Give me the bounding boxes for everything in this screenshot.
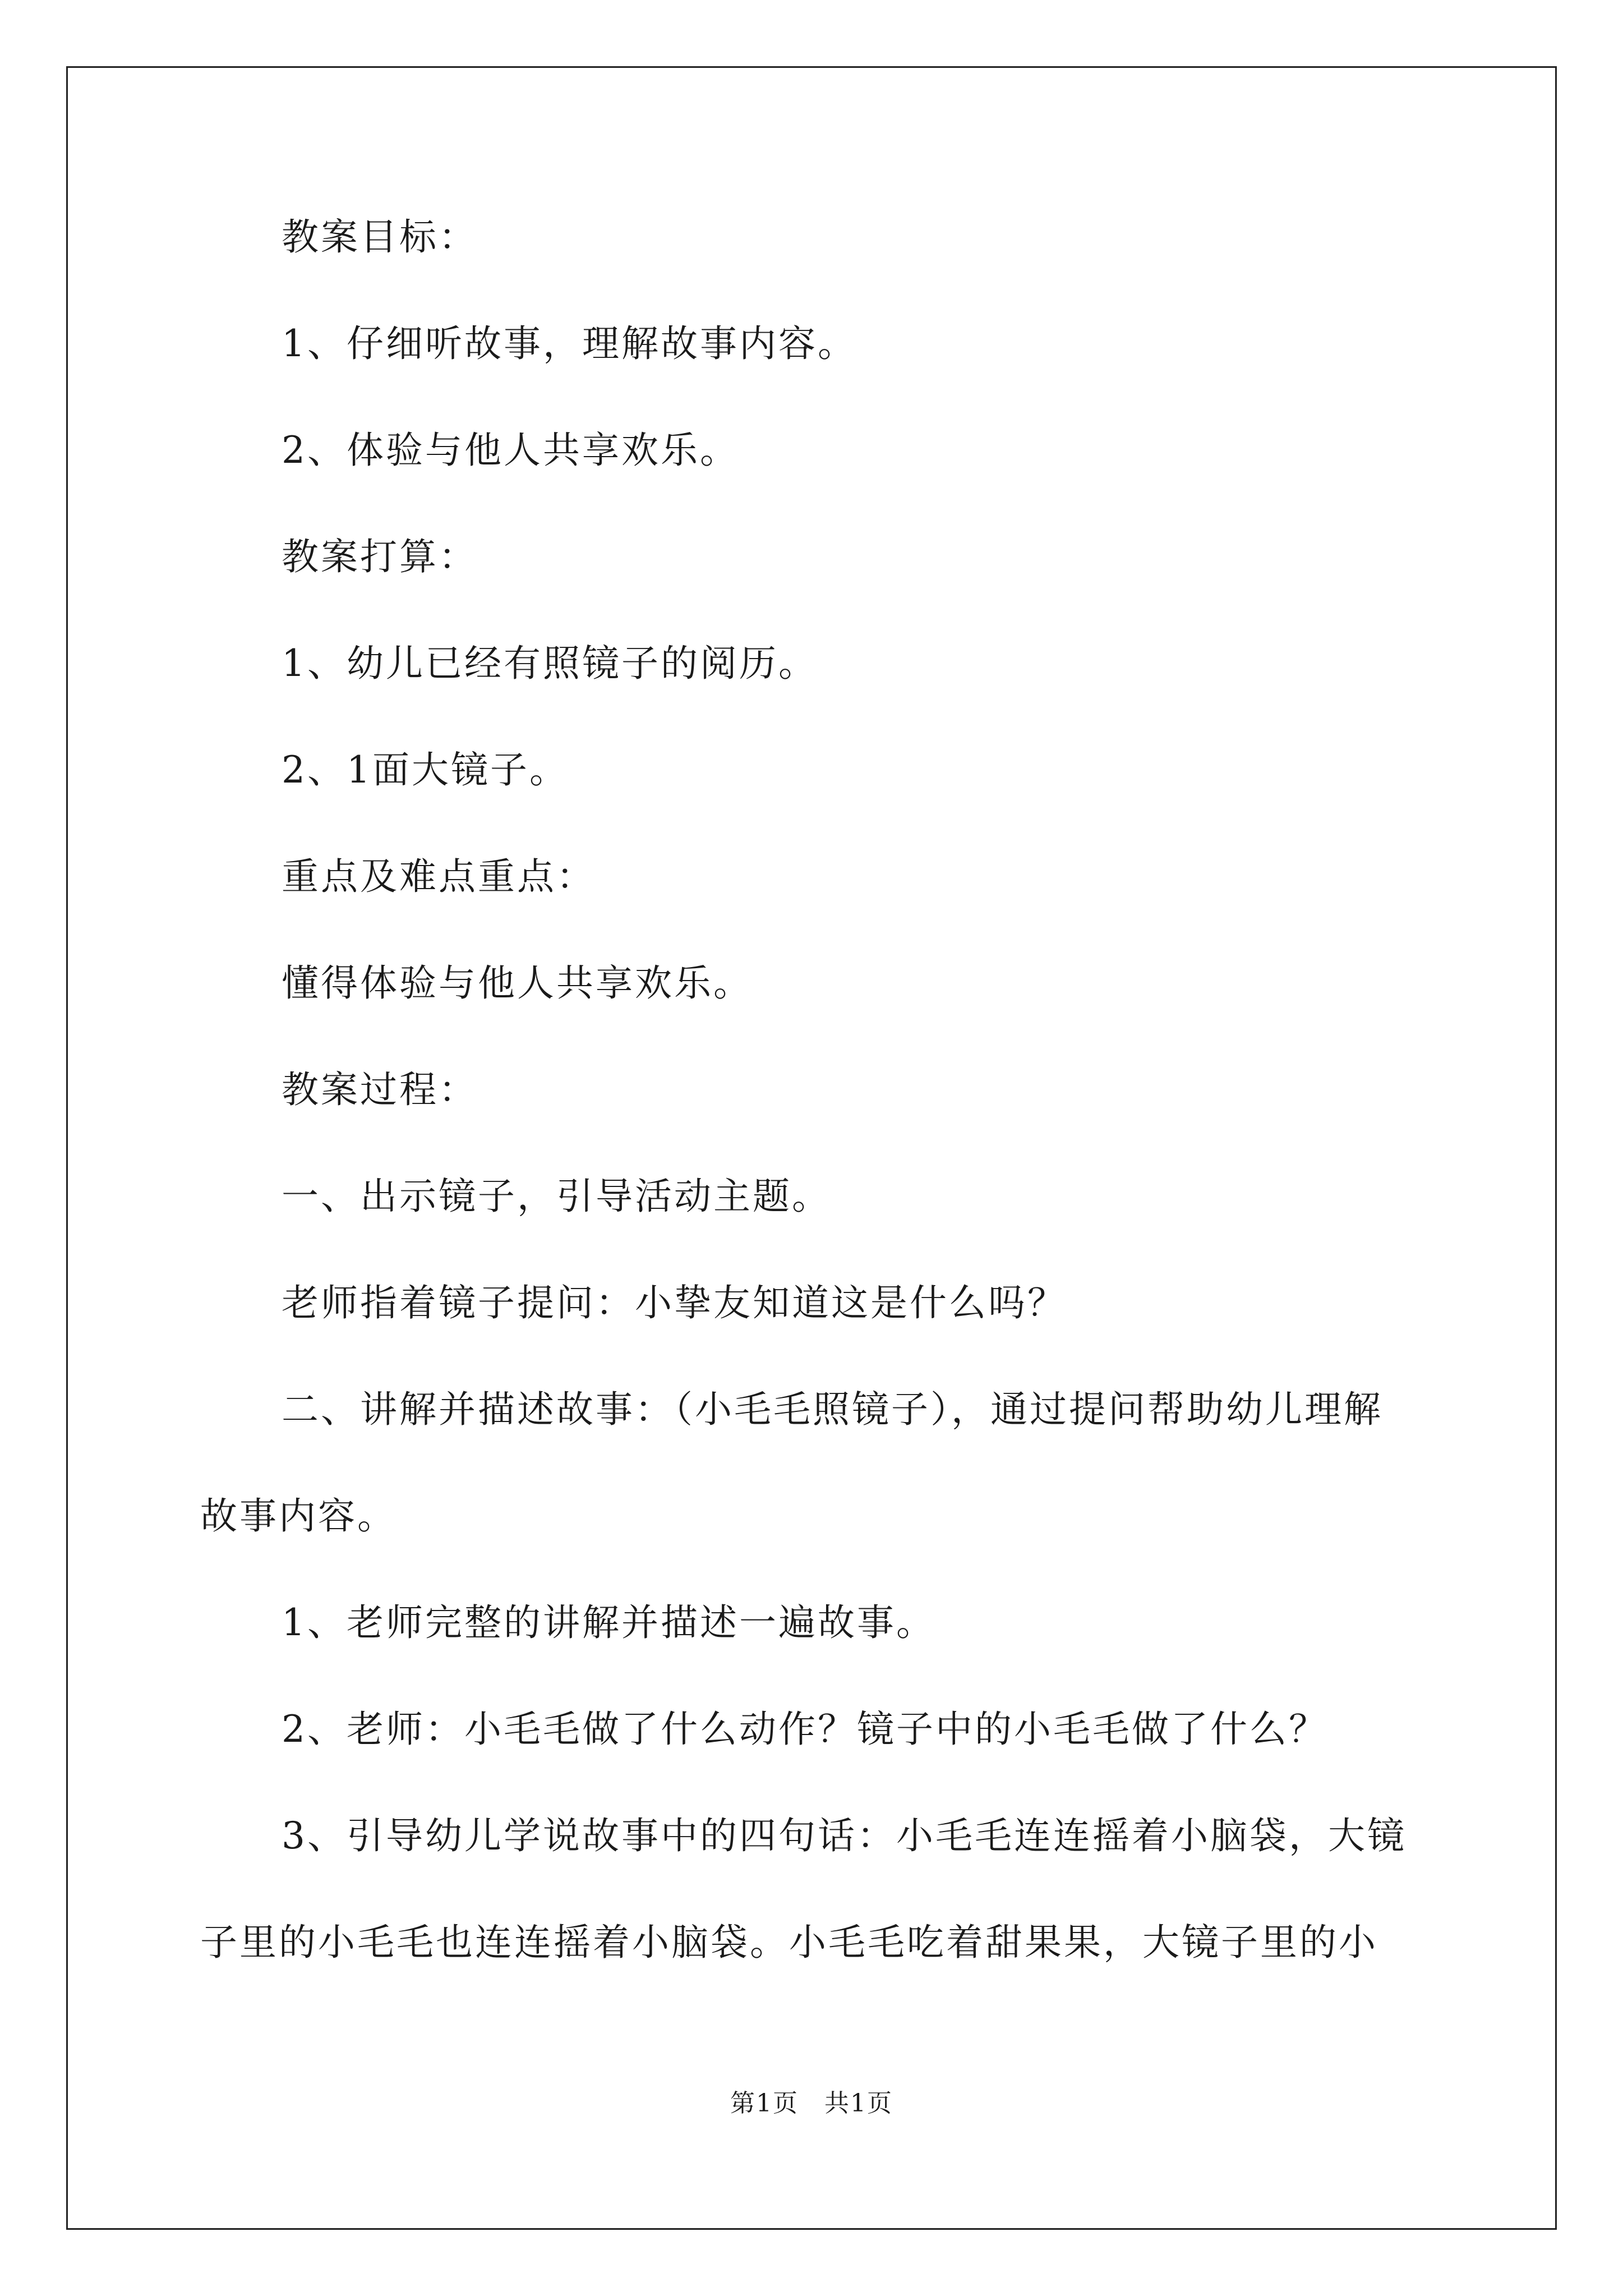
paragraph: 2、老师：小毛毛做了什么动作？镜子中的小毛毛做了什么？ <box>282 1708 1328 1751</box>
paragraph: 懂得体验与他人共享欢乐。 <box>282 961 753 1005</box>
paragraph: 3、引导幼儿学说故事中的四句话：小毛毛连连摇着小脑袋，大镜 <box>282 1814 1407 1857</box>
paragraph: 二、讲解并描述故事：（小毛毛照镜子），通过提问帮助幼儿理解 <box>282 1388 1383 1431</box>
page-border <box>66 66 1557 2230</box>
paragraph: 1、幼儿已经有照镜子的阅历。 <box>282 642 818 685</box>
paragraph-continuation: 子里的小毛毛也连连摇着小脑袋。小毛毛吃着甜果果，大镜子里的小 <box>200 1921 1378 1964</box>
section-heading-preparation: 教案打算： <box>282 535 478 578</box>
paragraph: 2、体验与他人共享欢乐。 <box>282 429 739 472</box>
paragraph: 2、1面大镜子。 <box>282 748 569 792</box>
paragraph: 1、老师完整的讲解并描述一遍故事。 <box>282 1601 935 1644</box>
section-heading-key-points: 重点及难点重点： <box>282 855 596 898</box>
paragraph-continuation: 故事内容。 <box>200 1494 396 1538</box>
paragraph: 一、出示镜子，引导活动主题。 <box>282 1175 831 1218</box>
paragraph: 1、仔细听故事，理解故事内容。 <box>282 322 857 365</box>
page-footer <box>0 2091 1623 2116</box>
page-number-label: 第1页 共1页 <box>730 2089 893 2118</box>
section-heading-goals: 教案目标： <box>282 215 478 259</box>
paragraph: 老师指着镜子提问：小挚友知道这是什么吗？ <box>282 1281 1067 1324</box>
section-heading-process: 教案过程： <box>282 1068 478 1111</box>
